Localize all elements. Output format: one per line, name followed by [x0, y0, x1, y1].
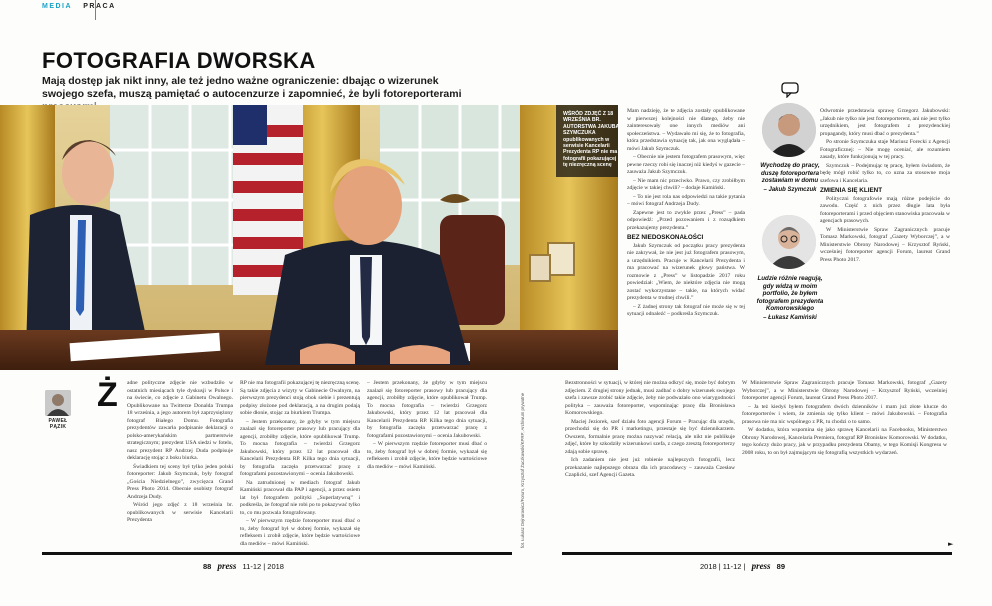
portrait-kaminski — [762, 215, 816, 269]
pull-quote-2-author: – Łukasz Kamiński — [763, 314, 817, 321]
photo-illustration — [0, 105, 618, 370]
author-photo — [45, 390, 71, 416]
continue-arrow-icon: ► — [948, 540, 954, 548]
page-number-left: 88 — [203, 562, 212, 571]
pull-quote-1-author: – Jakub Szymczuk — [763, 186, 817, 193]
article-column-far-right — [820, 108, 950, 376]
section-label-praca: PRACA — [83, 3, 116, 10]
photo-caption: WŚRÓD ZDJĘĆ Z 18 WRZEŚNIA BR. AUTORSTWA JAKUBA SZYMCZUKA opublikowanych w serwisie Kancelarii Prezydenta RP nie ma fotografii pokazującej tę niezręczną scenę — [563, 111, 620, 169]
issue-left: 11-12 | 2018 — [242, 562, 284, 571]
author-byline — [42, 390, 74, 430]
page-number-right: 89 — [776, 562, 786, 571]
footer-rule-right — [562, 552, 952, 555]
paragraph: W dodatku, która wspomina się jako sprawę Kancelarii na Facebooku, Ministerstwo Obrony Narodowej, Kancelaria Premiera, fotograf RP Bronisław Komorowski. W dodatku, tego kończy dużo pracy, jak w przypadku prezydenta Obamy, w tego Komisji Kongresu w 2008 roku, to on był zajmującym się fotografią wszystkich wydarzeń. — [742, 427, 947, 456]
paragraph: Wśród jego zdjęć z 18 września br. opublikowanych w serwisie Kancelarii Prezydenta — [127, 502, 233, 523]
paragraph: Świadkiem tej sceny był tylko jeden polski fotoreporter: Jakub Szymczuk, były fotograf „Gościa Niedzielnego”, zwycięzca Grand Press Photo 2014. Obecnie osobisty fotograf Andrzeja Dudy. — [127, 463, 233, 500]
paragraph: adne polityczne zdjęcie nie wzbudziło w ostatnich miesiącach tyle dyskusji w Polsce i na świecie, co zdjęcie z Gabinetu Owalnego. Opublikowane na Twitterze Donalda Trumpa 18 września, a jego autorem był zaprzysiężony fotograf Białego Domu. Fotografia prezydentów zawarła podpisanie deklaracji o polsko-amerykańskim partnerstwie strategicznym; prezydent USA siedzi w fotelu, nasz prezydent RP Andrzej Duda podpisuje deklarację stojąc z boku biurka. — [127, 380, 233, 461]
brand-right: press — [751, 561, 771, 571]
pull-quote-2-text: Ludzie różnie reagują, gdy widzą w moim portfolio, że byłem fotografem prezydenta Komorowskiego — [756, 275, 824, 313]
pull-quote-2 — [756, 275, 824, 323]
section-label-media: MEDIA — [42, 3, 72, 10]
paragraph: Ich zadaniem nie jest już robienie najlepszych fotografii, lecz przekazanie najlepszego obrazu dla ich pracodawcy – zauważa Czesław Czaplicki, szef Agencji Gazeta. — [565, 457, 735, 478]
pull-quote-1-text: Wychodzę do pracy, duszę fotoreportera zostawiam w domu — [760, 162, 820, 185]
oval-office-photo — [0, 105, 618, 370]
speech-bubble-icon — [781, 82, 799, 103]
lead-paragraph: Mają dostęp jak nikt inny, ale też jedno ważne ograniczenie: dbając o wizerunek swojego szefa, muszą pamiętać o autocenzurze i zapomnieć, że byli fotoreporterami — [42, 75, 462, 100]
folio-left — [203, 561, 284, 571]
paragraph: Jakub Szymczuk od początku pracy prezydenta nie zakrywał, że nie jest już fotografem prasowym, a urzędnikiem. Pracuje w Kancelarii Prezydenta i ma pracować na wizerunek głowy państwa. W rozmowie z „Press” w listopadzie 2017 roku powiedział: „Wiem, że niektóre zdjęcia nie mogą zostać wykorzystane – takie, na których widać prezydenta w trudnej chwili.” — [627, 242, 745, 301]
paragraph: Odwrotnie przedstawia sprawę Grzegorz Jakubowski: „Jakub nie tylko nie jest fotoreporterem, ani nie jest tylko urzędnikiem, jest fotografem z prezydenckiej propagandy, który musi dbać o prezydenta.” — [820, 108, 950, 137]
paragraph: Zapewne jest to zwykle przez „Press” – pada odpowiedź: „Przed pozowaniem i z rozsądkiem przekazujemy prezydenta.” — [627, 209, 745, 231]
paragraph: W Ministerstwie Spraw Zagranicznych pracuje Tomasz Markowski, fotograf „Gazety Wyborczej”, a w Ministerstwie Obrony Narodowej – Krzysztof Ryński, wcześniej fotoreporter agencji Forum, laureat Grand Press Photo 2017. — [742, 380, 947, 401]
author-last-name: PĄZIK — [49, 424, 67, 430]
section-label — [42, 3, 116, 10]
issue-right: 2018 | 11-12 | — [700, 562, 746, 571]
article-column-4 — [565, 380, 735, 548]
paragraph: W Ministerstwie Spraw Zagranicznych pracuje Tomasz Markowski, fotograf „Gazety Wyborczej”, a w Ministerstwie Obrony Narodowej – Krzysztof Ryński, wcześniej fotoreporter agencji Forum, laureat Grand Press Photo 2017. — [820, 226, 950, 263]
paragraph: Bezstronności w sytuacji, w której nie można odkryć się, może być dobrym zdjęciem. Z drugiej strony jednak, musi zadbać o dobry wizerunek swojego szefa i zawsze zrobić takie zdjęcie, żeby nie podważało ono wiarygodności polityka – zauważa fotoreporter, wspominając pracę dla Bronisława Komorowskiego. — [565, 380, 735, 416]
paragraph: – Obecnie nie jestem fotografem prasowym, więc pewne rzeczy robi się inaczej niż kiedyś w gazecie – zauważa Jakub Szymczuk. — [627, 154, 745, 175]
photo-credit: fot. Łukasz Dejnarowicz/Forum, Krzysztof Żuczkowski/KPRP; Archiwum prywatne — [520, 393, 525, 548]
headline: FOTOGRAFIA DWORSKA — [42, 48, 316, 73]
folio-right — [700, 561, 785, 571]
paragraph: – Ja też kiedyś byłem fotografem dwóch dzienników i mam już złote klucze do fotoreporterów i wiem, że zmienia się tylko klient – mówi Jakubowski. – Fotografia prasowa nie ma nic wspólnego z PR, tu chodzi o to samo. — [742, 403, 947, 425]
paragraph: – W pierwszym rzędzie fotoreporter musi dbać o to, żeby fotograf był w dobrej formie, wykazał się refleksem i zrobił zdjęcie, które będzie wartościowe dla mediów – mówi Kamiński. — [240, 518, 360, 547]
author-first-name: PAWEŁ — [48, 418, 68, 424]
paragraph: Na zatrudnionej w mediach fotograf Jakub Kamiński pracował dla PAP i agencji, a przez osiem lat był fotografem polityki „Superlatywną” i podkreśla, że fotograf nie robi po to pokazywać tylko to, co mu pozwala fotografowany. — [240, 479, 360, 516]
paragraph: – Nie mam nic przeciwko. Prawo, czy zrobiłbym zdjęcie w takiej chwili? – dodaje Kamiński. — [627, 177, 745, 191]
paragraph: Polityczni fotografowie mają różne podejście do zawodu. Część z nich przez długie lata była fotoreporterami i przed objęciem stanowiska pracowała w agencjach prasowych. — [820, 195, 950, 224]
subheading: ZMIENIA SIĘ KLIENT — [820, 187, 883, 194]
paragraph: Szymczuk – Podejmując tę pracę, byłem świadom, że będę mógł robić tylko to, co uzna za stosowne moja szefowa i Kancelaria. — [820, 162, 950, 184]
article-column-1 — [127, 380, 233, 548]
paragraph: – Jestem przekonany, że gdyby w tym miejscu znalazł się fotoreporter prasowy lub pracujący dla agencji, zrobiłby zdjęcie, które opublikował Trump. To mocna fotografia – twierdzi Grzegorz Jakubowski, który przez 12 lat pracował dla Kancelarii Prezydenta RP. Kilka tego dnia sytuacji, by fotografia zaczęła przetwarzać pracę z fotografami pozostawionymi – ocenia Jakubowski. — [240, 418, 360, 477]
paragraph: Po stronie Szymczuka staje Mariusz Forecki z Agencji Fotograficznej: – Nie mogę oceniać, ale rozumiem zasady, które funkcjonują w tej pracy. — [820, 139, 950, 160]
article-column-mid — [627, 108, 745, 376]
pull-quote-1 — [756, 162, 824, 194]
paragraph: – To nie jest rola nas odpowiedzi na takie pytania – mówi fotograf Andrzeja Dudy. — [627, 193, 745, 207]
article-column-3 — [367, 380, 487, 548]
paragraph: – W pierwszym rzędzie fotoreporter musi dbać o to, żeby fotograf był w dobrej formie, wykazał się refleksem i zrobił zdjęcie, które będzie wartościowe dla mediów – mówi Kamiński. — [367, 441, 487, 470]
subheading: BEZ NIEDOSKONAŁOŚCI — [627, 234, 704, 241]
paragraph: Mam nadzieję, że te zdjęcia zostały opublikowane w pierwszej kolejności nie dlatego, żeby nie zainteresowały one innych mediów ani społeczeństwa. – Wydawało mi się, że to fotografia, która przedstawia sytuację tak, jak ona wyglądała – mówi Jakub Szymczuk. — [627, 108, 745, 152]
brand-left: press — [217, 561, 237, 571]
paragraph: – Z żadnej strony tak fotograf nie może się w tej sytuacji odnaleźć – podkreśla Szymczuk. — [627, 303, 745, 317]
drop-cap: Ż — [97, 376, 118, 414]
article-column-5 — [742, 380, 947, 548]
footer-rule-left — [42, 552, 512, 555]
paragraph: RP nie ma fotografii pokazującej tę niezręczną scenę. Są takie zdjęcia z wizyty w Gabinecie Owalnym, na pierwszym prezydenci stoją obok siebie i prezentują podpisy złożone pod deklaracją, a na drugim podają sobie dłonie, stojąc za biurkiem Trumpa. — [240, 380, 360, 416]
article-column-2 — [240, 380, 360, 548]
paragraph: – Jestem przekonany, że gdyby w tym miejscu znalazł się fotoreporter prasowy lub pracujący dla agencji, zrobiłby zdjęcie, które opublikował Trump. To mocna fotografia – twierdzi Grzegorz Jakubowski, który przez 12 lat pracował dla Kancelarii Prezydenta RP. Kilka tego dnia sytuacji, by fotografia zaczęła przetwarzać pracę z fotografami pozostawionymi – ocenia Jakubowski. — [367, 380, 487, 439]
portrait-szymczuk — [762, 103, 816, 157]
paragraph: Maciej Jeziorek, szef działu foto agencji Forum – Pracując dla urzędu, przechodzi się do PR i marketingu, przestaje się być dziennikarzem. Owszem, formalnie pracę można nazywać relacją, ale nikt nie publikuje zdjęć, które by szkodziły wizerunkowi szefa, z czego zresztą fotoreporterzy zdają sobie sprawę. — [565, 418, 735, 455]
